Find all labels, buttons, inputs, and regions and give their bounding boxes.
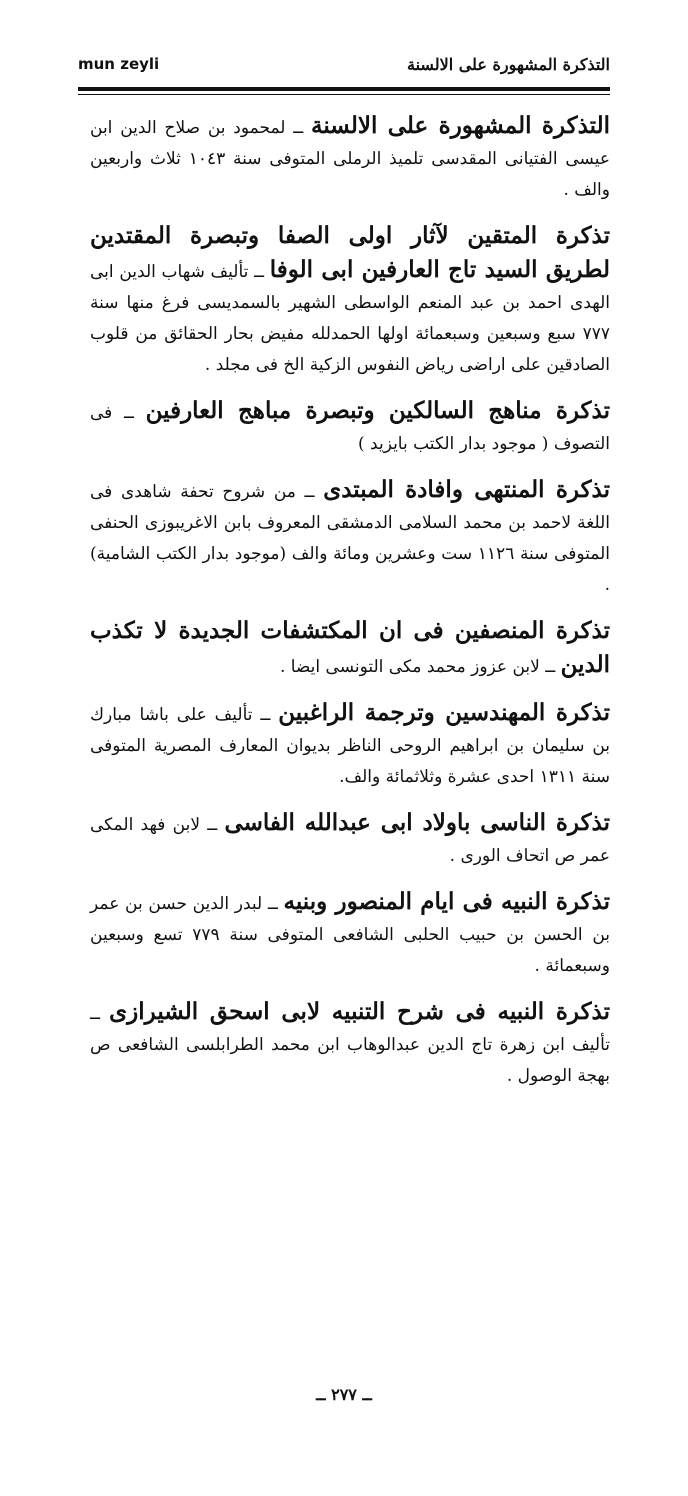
entry-text: ــ تأليف على باشا مبارك بن سليمان بن ابراهيم الروحى الناظر بديوان المعارف المصرية المتوفى سنة ١٣١١ احدى عشرة وثلاثمائة والف. [90, 705, 610, 787]
header-right-text: التذكرة المشهورة على الالسنة [407, 55, 610, 74]
entry-title: تذكرة المهندسين وترجمة الراغبين [278, 699, 610, 726]
entry-title: تذكرة المتقين لآثار اولى الصفا وتبصرة المقتدين لطريق السيد تاج العارفين ابى الوفا [90, 222, 611, 283]
entry-text: ــ لبدر الدين حسن بن عمر بن الحسن بن حبيب الحلبى الشافعى المتوفى سنة ٧٧٩ تسع وسبعين وسبعمائة . [90, 894, 611, 976]
entry-text: ــ تأليف ابن زهرة تاج الدين عبدالوهاب ابن محمد الطرابلسى الشافعى ص بهجة الوصول . [90, 1004, 610, 1086]
entry-title: تذكرة المنتهى وافادة المبتدى [323, 476, 610, 503]
header-rule-thick [78, 87, 610, 91]
entry-text: ــ لمحمود بن صلاح الدين ابن عيسى الفتيانى المقدسى تلميذ الرملى المتوفى سنة ١٠٤٣ ثلاث واربعين والف . [90, 118, 610, 200]
page-number: ــ ٢٧٧ ــ [316, 1385, 372, 1404]
entry-title: تذكرة مناهج السالكين وتبصرة مباهج العارفين [145, 397, 610, 424]
entry-title: تذكرة المنصفين فى ان المكتشفات الجديدة لا تكذب الدين [90, 617, 610, 678]
running-header [78, 55, 610, 79]
entry [90, 886, 610, 982]
header-rule-thin [78, 94, 610, 95]
entry-title: تذكرة النبيه فى شرح التنبيه لابى اسحق الشيرازى [109, 998, 611, 1025]
entry [90, 474, 610, 601]
entry [90, 697, 610, 793]
entry-title: تذكرة النبيه فى ايام المنصور وبنيه [283, 888, 610, 915]
entry [90, 395, 610, 460]
entry-text: ــ لابن فهد المكى عمر ص اتحاف الورى . [90, 815, 610, 866]
entry-title: التذكرة المشهورة على الالسنة [311, 112, 610, 139]
entry [90, 220, 610, 381]
entry [90, 807, 610, 872]
entry [90, 110, 610, 206]
entry-title: تذكرة الناسى باولاد ابى عبدالله الفاسى [224, 809, 611, 836]
entry-text: ــ لابن عزوز محمد مكى التونسى ايضا . [279, 657, 561, 677]
entry [90, 615, 610, 683]
entry [90, 996, 610, 1092]
entry-text: ــ تأليف شهاب الدين ابى الهدى احمد بن عبد المنعم الواسطى الشهير بالسمديسى فرغ منها سنة ٧٧٧ سبع وسبعين وسبعمائة اولها الحمدلله مفيض بحار الحقائق من قلوب الصادقين على اراضى رياض النفوس الزكية الخ فى مجلد . [90, 262, 610, 375]
header-left-text: mun zeyli [78, 55, 160, 73]
entries-list [90, 110, 610, 1106]
entry-text: ــ فى التصوف ( موجود بدار الكتب بايزيد ) [90, 403, 610, 454]
entry-text: ــ من شروح تحفة شاهدى فى اللغة لاحمد بن محمد السلامى الدمشقى المعروف بابن الاغريبوزى الحنفى المتوفى سنة ١١٢٦ ست وعشرين ومائة والف (موجود بدار الكتب الشامية) . [90, 482, 610, 595]
